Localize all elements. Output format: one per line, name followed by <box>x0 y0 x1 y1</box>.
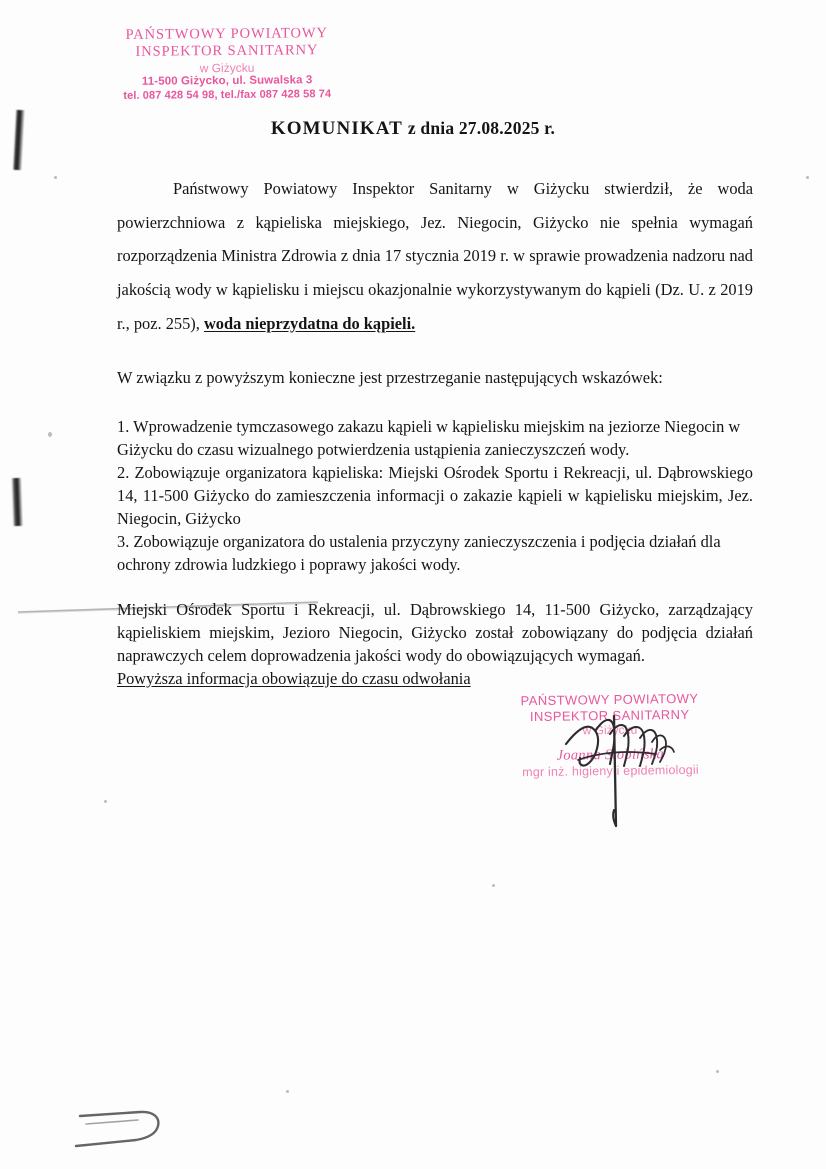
scan-speck <box>286 1090 289 1093</box>
scan-speck <box>104 800 107 803</box>
final-underlined-note: Powyższa informacja obowiązuje do czasu odwołania <box>117 668 471 688</box>
signature-office-stamp <box>504 691 715 781</box>
signatory-role: mgr inż. higieny i epidemiologii <box>522 762 699 780</box>
final-paragraph-block <box>117 599 753 691</box>
signature-stamp-line-2: INSPEKTOR SANITARNY <box>529 706 690 724</box>
document-body <box>117 172 753 691</box>
stamp-city-line: w Giżycku <box>199 60 255 76</box>
title-main: KOMUNIKAT <box>270 118 403 139</box>
paperclip-icon <box>62 1098 182 1162</box>
stamp-address-line: 11-500 Giżycko, ul. Suwalska 3 <box>141 74 313 89</box>
instructions-list <box>117 416 753 577</box>
scan-edge-mark-bottom <box>11 478 23 526</box>
stamp-authority-line-1: PAŃSTWOWY POWIATOWY <box>125 25 328 43</box>
title-date: z dnia 27.08.2025 r. <box>407 118 556 138</box>
scan-speck <box>716 1070 719 1073</box>
list-item: 2. Zobowiązuje organizatora kąpieliska: Miejski Ośrodek Sportu i Rekreacji, ul. Dąbrowskiego 14, 11-500 Giżycko do zamieszczenia informacji o zakazie kąpieli w kąpielisku miejskim, Jez. Niegocin, Giżycko <box>117 462 753 528</box>
lead-paragraph-emphasis: woda nieprzydatna do kąpieli. <box>203 313 416 333</box>
signature-stamp-line-1: PAŃSTWOWY POWIATOWY <box>520 690 699 709</box>
lead-paragraph <box>117 172 753 340</box>
stamp-phone-line: tel. 087 428 54 98, tel./fax 087 428 58 74 <box>123 88 332 102</box>
final-paragraph: Miejski Ośrodek Sportu i Rekreacji, ul. Dąbrowskiego 14, 11-500 Giżycko, zarządzający kąpieliskiem miejskim, Jezioro Niegocin, Giżycko został zobowiązany do podjęcia działań naprawczych celem doprowadzenia jakości wody do obowiązujących wymagań. <box>117 599 753 665</box>
list-item: 3. Zobowiązuje organizatora do ustalenia przyczyny zanieczyszczenia i podjęcia działań dla ochrony zdrowia ludzkiego i poprawy jakości wody. <box>117 531 721 574</box>
document-title <box>0 118 826 140</box>
intro-line: W związku z powyższym konieczne jest przestrzeganie następujących wskazówek: <box>117 368 663 388</box>
scan-speck <box>54 176 57 179</box>
scan-speck <box>48 432 52 437</box>
signature-stamp-city: w Giżycku <box>582 722 638 738</box>
scan-speck <box>806 176 809 179</box>
lead-paragraph-text: Państwowy Powiatowy Inspektor Sanitarny w Giżycku stwierdził, że woda powierzchniowa z kąpieliska miejskiego, Jez. Niegocin, Giżycko nie spełnia wymagań rozporządzenia Ministra Zdrowia z dnia 17 stycznia 2019 r. w sprawie prowadzenia nadzoru nad jakością wody w kąpielisku i miejscu okazjonalnie wykorzystywanym do kąpieli (Dz. U. z 2019 r., poz. 255), <box>117 179 753 333</box>
header-office-stamp <box>104 25 351 103</box>
signatory-name: Joanna Stobińska <box>556 745 665 764</box>
scan-speck <box>492 884 495 887</box>
stamp-authority-line-2: INSPEKTOR SANITARNY <box>135 42 319 60</box>
list-item: 1. Wprowadzenie tymczasowego zakazu kąpieli w kąpielisku miejskim na jeziorze Niegocin w Giżycku do czasu wizualnego potwierdzenia ustąpienia zanieczyszczeń wody. <box>117 416 741 459</box>
